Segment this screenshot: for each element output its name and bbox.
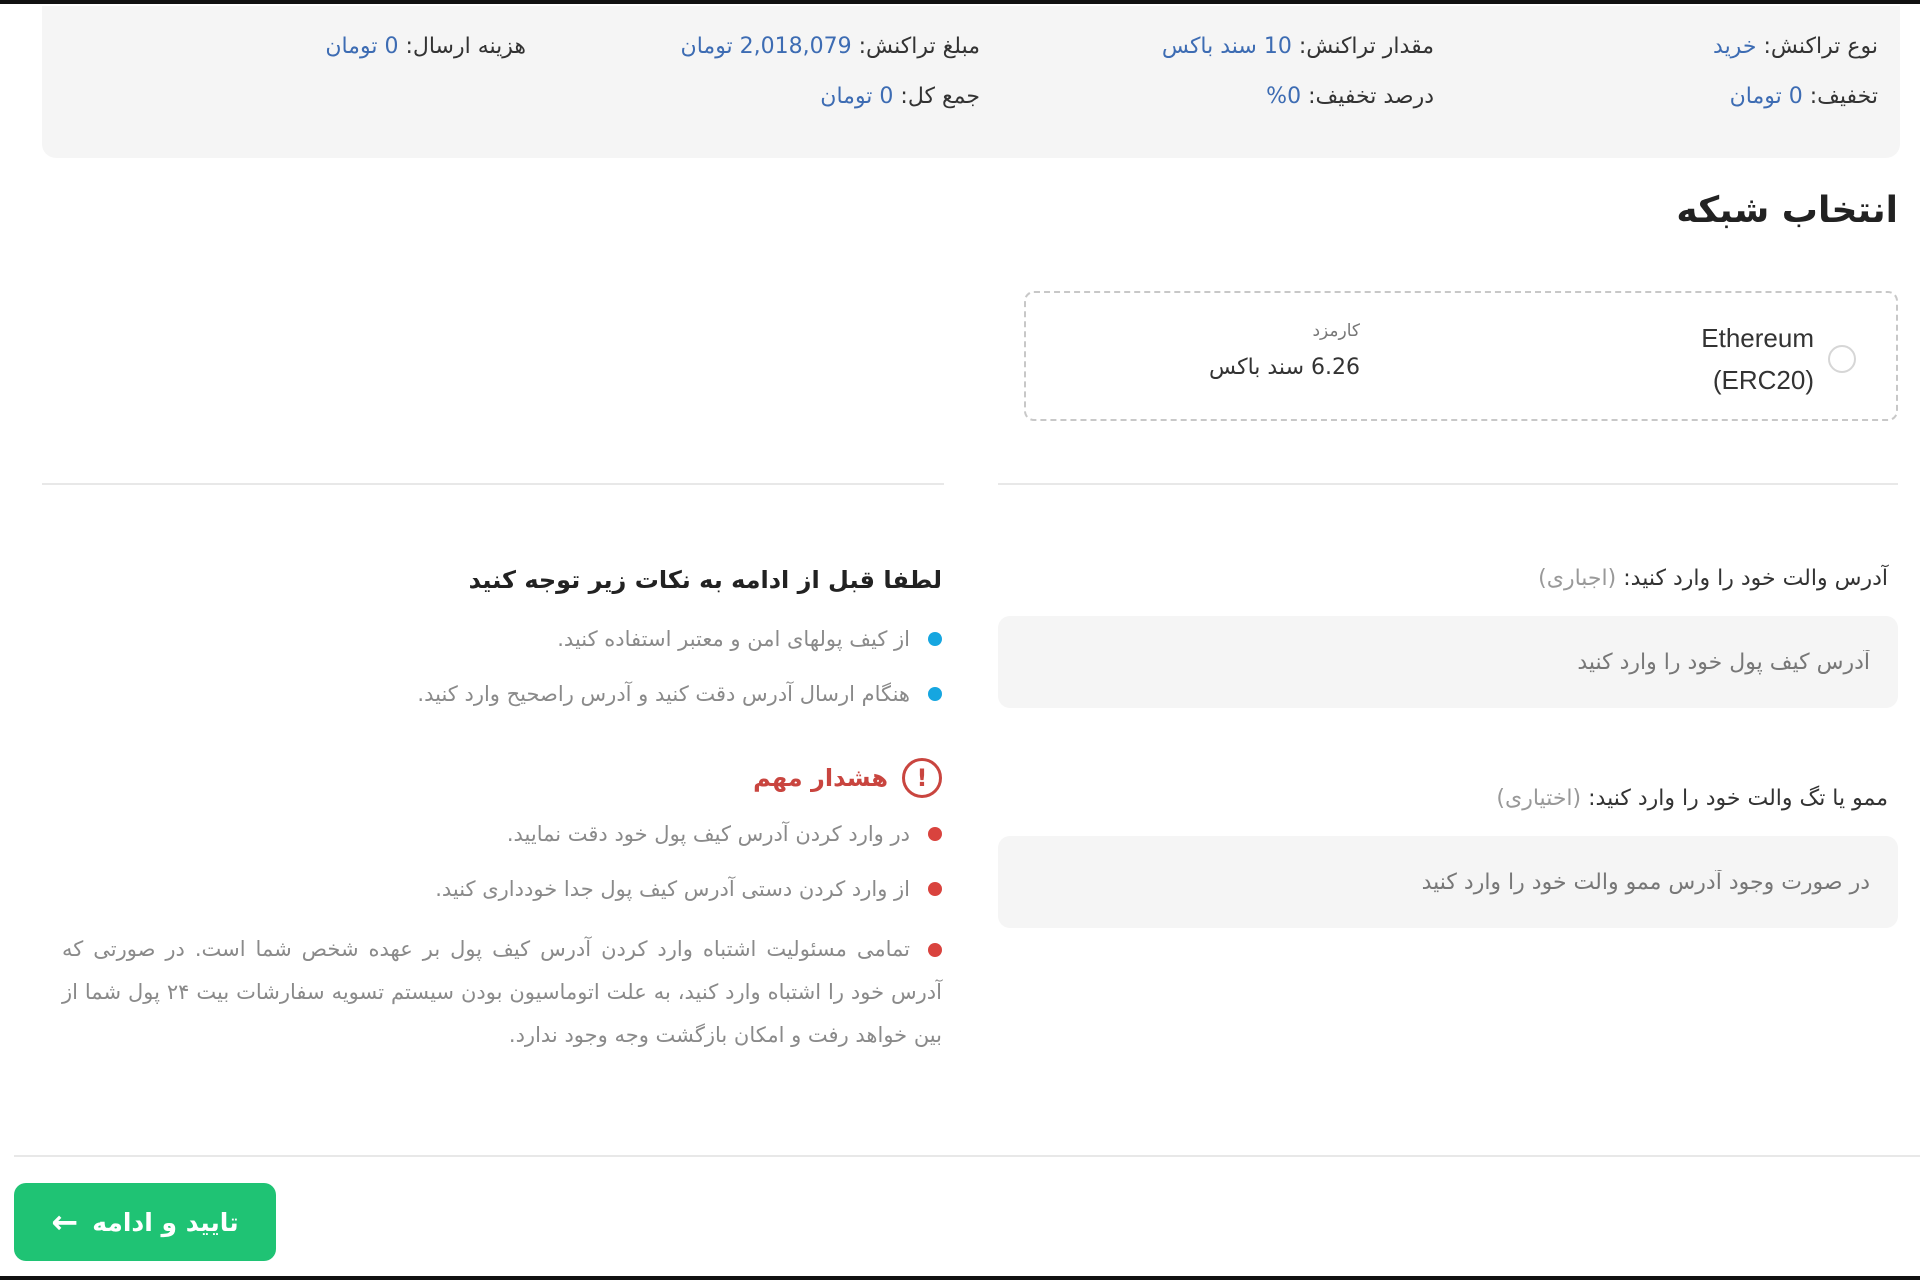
fee-value: 6.26 سند باکس <box>1209 355 1360 380</box>
exclamation-circle-icon: ! <box>902 758 942 798</box>
summary-discount-percent: درصد تخفیف: 0% <box>1266 84 1434 109</box>
transaction-summary <box>42 6 1900 158</box>
bullet-icon <box>928 882 942 896</box>
wallet-address-label: آدرس والت خود را وارد کنید: (اجباری) <box>1538 566 1888 591</box>
fee-label: کارمزد <box>1312 321 1360 341</box>
warning-item: تمامی مسئولیت اشتباه وارد کردن آدرس کیف پول بر عهده شخص شما است. در صورتی که آدرس خود را اشتباه وارد کنید، به علت اتوماسیون بودن سیستم تسویه سفارشات بیت ۲۴ پول شما از بین خواهد رفت و امکان بازگشت وجه وجود ندارد. <box>62 937 942 1047</box>
summary-transaction-price: مبلغ تراکنش: 2,018,079 تومان <box>680 34 980 59</box>
bullet-icon <box>928 943 942 957</box>
notes-title: لطفا قبل از ادامه به نکات زیر توجه کنید <box>468 566 942 594</box>
bullet-icon <box>928 827 942 841</box>
bullet-icon <box>928 632 942 646</box>
warning-item: در وارد کردن آدرس کیف پول خود دقت نمایید. <box>507 822 942 846</box>
warning-title: ! هشدار مهم <box>753 758 942 798</box>
tip-item: از کیف پولهای امن و معتبر استفاده کنید. <box>557 627 942 651</box>
summary-transaction-type: نوع تراکنش: خرید <box>1713 34 1878 59</box>
memo-input[interactable] <box>998 836 1898 928</box>
warning-item: از وارد کردن دستی آدرس کیف پول جدا خودداری کنید. <box>435 877 942 901</box>
network-option-ethereum[interactable] <box>1024 291 1898 421</box>
confirm-continue-button[interactable]: تایید و ادامه ← <box>14 1183 276 1261</box>
tip-item: هنگام ارسال آدرس دقت کنید و آدرس راصحیح وارد کنید. <box>417 682 942 706</box>
summary-total: جمع کل: 0 تومان <box>820 84 980 109</box>
radio-button[interactable] <box>1828 345 1856 373</box>
summary-shipping-cost: هزینه ارسال: 0 تومان <box>325 34 526 59</box>
network-name: Ethereum (ERC20) <box>1701 323 1814 395</box>
footer-divider <box>14 1155 1920 1157</box>
network-section-title: انتخاب شبکه <box>1676 190 1898 231</box>
divider-left <box>42 483 944 485</box>
divider-right <box>998 483 1898 485</box>
arrow-left-icon: ← <box>51 1203 79 1241</box>
bullet-icon <box>928 687 942 701</box>
wallet-address-input[interactable] <box>998 616 1898 708</box>
bottom-border <box>0 1276 1920 1280</box>
summary-transaction-amount: مقدار تراکنش: 10 سند باکس <box>1161 34 1434 59</box>
top-border <box>0 0 1920 4</box>
memo-label: ممو یا تگ والت خود را وارد کنید: (اختیاری) <box>1496 786 1888 811</box>
summary-discount: تخفیف: 0 تومان <box>1729 84 1878 109</box>
